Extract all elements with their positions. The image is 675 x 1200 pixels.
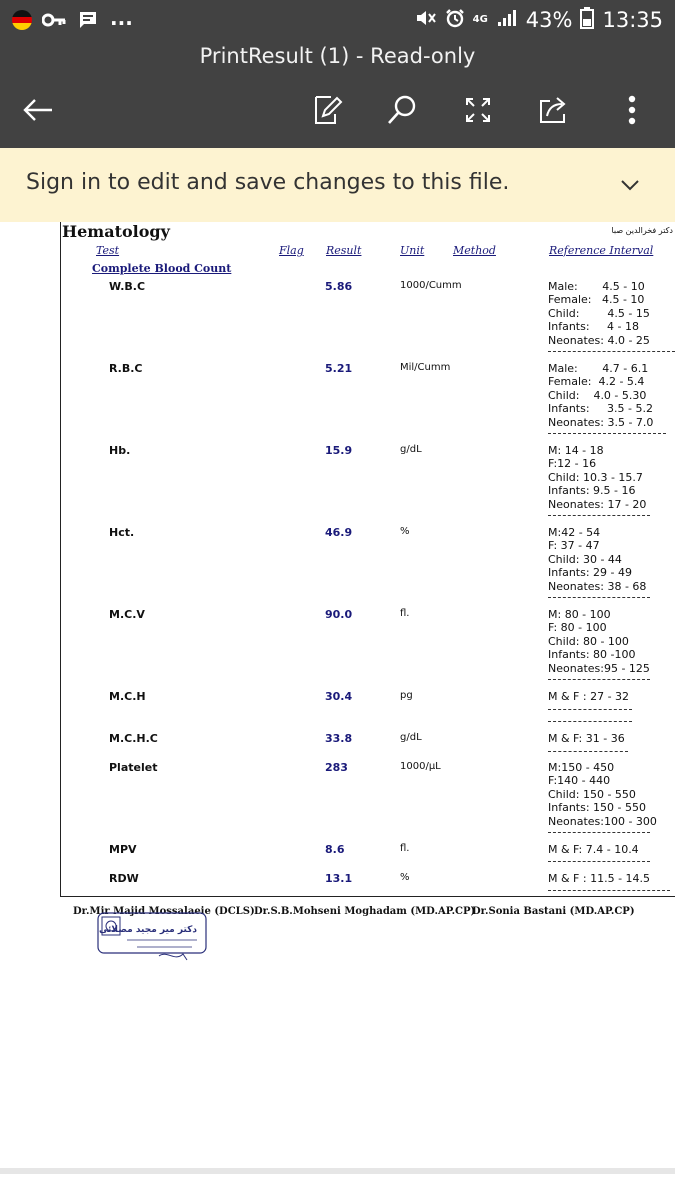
divider	[548, 890, 670, 891]
test-name: Hct.	[109, 526, 135, 539]
sign-in-banner[interactable]	[0, 148, 675, 222]
section-title: Hematology	[62, 222, 170, 241]
reference-interval: M:150 - 450 F:140 - 440 Child: 150 - 550 Infants: 150 - 550 Neonates:100 - 300	[548, 761, 657, 828]
reference-interval: Male: 4.7 - 6.1 Female: 4.2 - 5.4 Child: 4.0 - 5.30 Infants: 3.5 - 5.2 Neonates: 3.5 - 7.0	[548, 362, 654, 429]
test-result: 8.6	[325, 843, 345, 856]
divider	[548, 597, 650, 598]
edit-button[interactable]	[306, 88, 350, 132]
message-icon	[76, 9, 100, 31]
test-result: 30.4	[325, 690, 353, 703]
test-result: 5.21	[325, 362, 353, 375]
test-result: 90.0	[325, 608, 353, 621]
battery-icon	[580, 7, 594, 34]
reference-interval: M & F: 31 - 36	[548, 732, 625, 745]
doctor-name-header: دکتر فخرالدین صبا	[611, 226, 673, 235]
test-unit: Mil/Cumm	[400, 362, 451, 373]
document-page	[0, 222, 675, 1172]
header-reference: Reference Interval	[549, 244, 654, 257]
back-arrow-icon	[22, 98, 54, 122]
divider	[548, 861, 650, 862]
signer-name: Dr.Sonia Bastani (MD.AP.CP)	[472, 906, 635, 917]
test-name: M.C.H	[109, 690, 146, 703]
back-button[interactable]	[16, 88, 60, 132]
chevron-down-icon[interactable]	[615, 170, 645, 200]
divider	[548, 351, 675, 352]
test-result: 5.86	[325, 280, 353, 293]
reference-interval: M: 14 - 18 F:12 - 16 Child: 10.3 - 15.7 Infants: 9.5 - 16 Neonates: 17 - 20	[548, 444, 647, 511]
share-button[interactable]	[532, 88, 576, 132]
status-bar	[0, 0, 675, 40]
signal-icon	[496, 8, 518, 33]
header-flag: Flag	[279, 244, 304, 257]
sign-in-banner-text: Sign in to edit and save changes to this file.	[26, 170, 510, 195]
test-name: R.B.C	[109, 362, 143, 375]
test-result: 33.8	[325, 732, 353, 745]
test-unit: 1000/µL	[400, 761, 441, 772]
test-name: MPV	[109, 843, 137, 856]
signer-name: Dr.S.B.Mohseni Moghadam (MD.AP.CP)	[254, 906, 476, 917]
header-test: Test	[96, 244, 120, 257]
fullscreen-icon	[464, 96, 492, 124]
test-name: Hb.	[109, 444, 131, 457]
share-icon	[538, 95, 570, 125]
test-name: W.B.C	[109, 280, 146, 293]
network-type: 4G	[472, 14, 488, 25]
germany-flag-icon	[12, 10, 32, 30]
test-unit: pg	[400, 690, 413, 701]
search-icon	[386, 94, 418, 126]
search-button[interactable]	[380, 88, 424, 132]
test-result: 15.9	[325, 444, 353, 457]
divider	[548, 515, 650, 516]
test-unit: g/dL	[400, 732, 422, 743]
fullscreen-button[interactable]	[456, 88, 500, 132]
test-result: 13.1	[325, 872, 353, 885]
test-unit: %	[400, 872, 410, 883]
header-result: Result	[326, 244, 362, 257]
signer-name: Dr.Mir Majid Mossalaeie (DCLS)	[73, 906, 255, 917]
divider	[548, 832, 650, 833]
divider	[548, 721, 632, 722]
alarm-icon	[445, 8, 465, 33]
reference-interval: Male: 4.5 - 10 Female: 4.5 - 10 Child: 4.5 - 15 Infants: 4 - 18 Neonates: 4.0 - 25	[548, 280, 650, 347]
header-method: Method	[453, 244, 496, 257]
more-dots-icon: ...	[110, 6, 133, 30]
doctor-stamp	[97, 912, 207, 966]
edit-icon	[313, 94, 343, 126]
test-unit: %	[400, 526, 410, 537]
test-unit: 1000/Cumm	[400, 280, 462, 291]
mute-icon	[415, 8, 437, 33]
battery-percent: 43%	[525, 8, 573, 32]
test-result: 283	[325, 761, 348, 774]
divider	[548, 433, 666, 434]
test-name: M.C.H.C	[109, 732, 158, 745]
document-title: PrintResult (1) - Read-only	[199, 44, 476, 68]
reference-interval: M: 80 - 100 F: 80 - 100 Child: 80 - 100 Infants: 80 -100 Neonates:95 - 125	[548, 608, 650, 675]
divider	[548, 679, 650, 680]
group-title: Complete Blood Count	[92, 262, 232, 275]
divider	[548, 751, 628, 752]
test-name: M.C.V	[109, 608, 145, 621]
reference-interval: M & F : 11.5 - 14.5	[548, 872, 651, 885]
test-unit: g/dL	[400, 444, 422, 455]
header-unit: Unit	[400, 244, 425, 257]
test-unit: fl.	[400, 608, 410, 619]
key-icon	[42, 9, 66, 31]
stamp-text: دکتر میر مجید مصلائی	[98, 925, 197, 935]
overflow-menu-button[interactable]	[610, 88, 654, 132]
divider	[548, 709, 632, 710]
test-name: Platelet	[109, 761, 158, 774]
bottom-scroll-track	[0, 1168, 675, 1174]
test-result: 46.9	[325, 526, 353, 539]
test-unit: fl.	[400, 843, 410, 854]
reference-interval: M & F: 7.4 - 10.4	[548, 843, 639, 856]
app-bar	[0, 40, 675, 148]
clock: 13:35	[602, 8, 663, 32]
reference-interval: M & F : 27 - 32	[548, 690, 630, 703]
overflow-menu-icon	[627, 95, 637, 125]
test-name: RDW	[109, 872, 139, 885]
reference-interval: M:42 - 54 F: 37 - 47 Child: 30 - 44 Infants: 29 - 49 Neonates: 38 - 68	[548, 526, 647, 593]
